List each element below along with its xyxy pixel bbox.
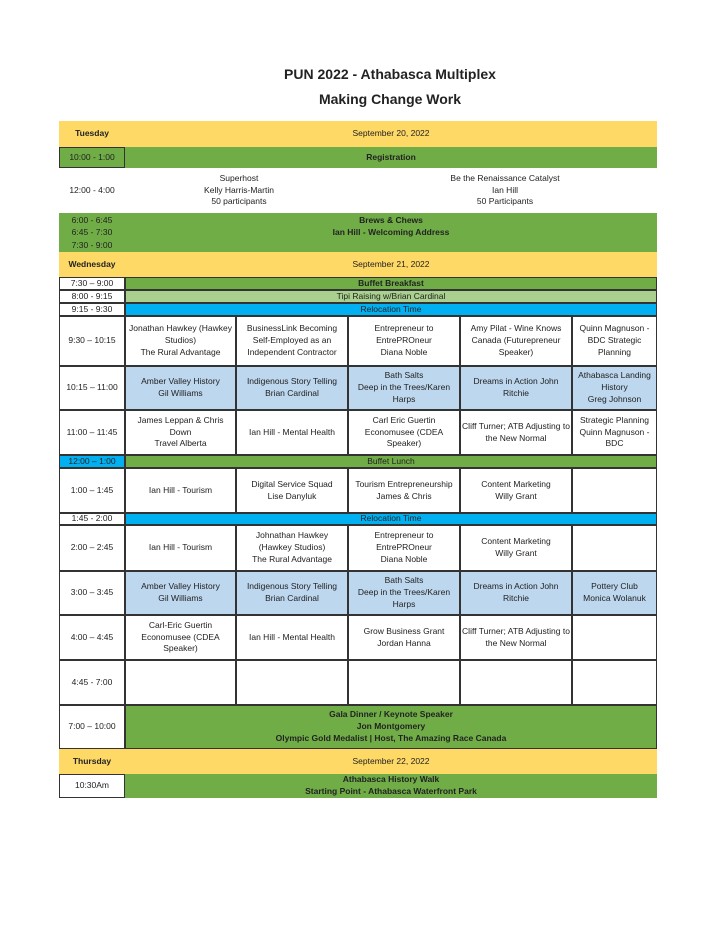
session-title: BusinessLink Becoming Self-Employed as an Independent Contractor xyxy=(246,323,338,357)
session-cell xyxy=(236,316,348,366)
session-cell xyxy=(460,316,572,366)
event-cell: Buffet Breakfast xyxy=(125,277,657,290)
date-label: September 20, 2022 xyxy=(125,121,657,147)
time-line: 7:30 - 9:00 xyxy=(71,239,113,250)
session-cell xyxy=(460,615,572,660)
session-title: Carl Eric Guertin Economusee (CDEA Speaker) xyxy=(364,414,444,449)
session-cell xyxy=(572,571,657,615)
session-cell xyxy=(125,571,236,615)
session-capacity: 50 Participants xyxy=(476,196,534,207)
event-cell: Buffet Lunch xyxy=(125,455,657,468)
time-cell: 9:30 – 10:15 xyxy=(59,316,125,366)
session-title: Amy Pilat - Wine Knows Canada (Futurepreneur Speaker) xyxy=(470,323,562,357)
session-cell xyxy=(460,366,572,410)
event-line: Starting Point - Athabasca Waterfront Park xyxy=(305,786,477,796)
session-presenter: Monica Wolanuk xyxy=(583,593,646,603)
event-cell: Relocation Time xyxy=(125,513,657,525)
session-title: Dreams in Action John Ritchie xyxy=(473,376,559,398)
session-cell xyxy=(460,660,572,705)
registration-row xyxy=(59,147,657,168)
session-row xyxy=(59,525,657,571)
session-title: Tourism Entrepreneurship xyxy=(355,478,453,489)
session-cell xyxy=(572,468,657,513)
session-cell xyxy=(460,571,572,615)
event-cell xyxy=(125,774,657,798)
session-title: Ian Hill - Mental Health xyxy=(249,426,335,437)
session-title: Strategic Planning xyxy=(580,414,649,425)
session-cell xyxy=(348,410,460,455)
time-cell: 11:00 – 11:45 xyxy=(59,410,125,455)
session-cell xyxy=(125,660,236,705)
day-label: Tuesday xyxy=(59,121,125,147)
session-title: Ian Hill - Mental Health xyxy=(249,631,335,642)
session-row xyxy=(59,660,657,705)
event-line: Athabasca History Walk xyxy=(342,774,440,785)
event-line: Olympic Gold Medalist | Host, The Amazing Race Canada xyxy=(275,732,507,743)
day-label: Thursday xyxy=(59,749,125,774)
session-cell xyxy=(236,660,348,705)
evening-row xyxy=(59,213,657,252)
session-title: Bath Salts xyxy=(384,575,424,586)
page-subtitle: Making Change Work xyxy=(318,91,462,107)
session-presenter: Lise Danyluk xyxy=(267,490,317,501)
time-cell: 9:15 - 9:30 xyxy=(59,303,125,316)
event-line: Jon Montgomery xyxy=(356,721,426,732)
session-cell xyxy=(348,525,460,571)
session-cell xyxy=(460,468,572,513)
session-title: Grow Business Grant xyxy=(363,625,445,636)
session-org: (Hawkey Studios) xyxy=(258,542,326,553)
session-title: Pottery Club xyxy=(591,581,638,592)
event-cell: Tipi Raising w/Brian Cardinal xyxy=(125,290,657,303)
time-line: 6:00 - 6:45 xyxy=(71,215,113,226)
session-title: Be the Renaissance Catalyst xyxy=(450,172,560,183)
time-cell xyxy=(59,213,125,252)
session-cell xyxy=(236,571,348,615)
session-title: Entrepreneur to EntrePROneur xyxy=(374,530,434,553)
session-cell xyxy=(125,410,236,455)
event-line: Brews & Chews xyxy=(359,215,423,225)
session-row xyxy=(59,615,657,660)
thursday-header-row xyxy=(59,749,657,774)
time-cell: 3:00 – 3:45 xyxy=(59,571,125,615)
session-cell xyxy=(348,571,460,615)
tipi-row xyxy=(59,290,657,303)
session-cell xyxy=(572,366,657,410)
page-title: PUN 2022 - Athabasca Multiplex xyxy=(284,66,496,82)
session-presenter: Greg Johnson xyxy=(587,393,642,404)
time-cell: 12:00 – 1:00 xyxy=(59,455,125,468)
event-cell: Registration xyxy=(125,147,657,168)
session-title: Indigenous Story Telling xyxy=(246,581,338,592)
relocation-row xyxy=(59,303,657,316)
session-title: Jonathan Hawkey (Hawkey Studios) xyxy=(129,323,232,346)
session-presenter: Gil Williams xyxy=(158,388,203,398)
session-row xyxy=(59,410,657,455)
session-title: Content Marketing xyxy=(481,478,551,489)
session-presenter: James & Chris xyxy=(376,490,432,501)
session-subtitle: The Rural Advantage xyxy=(140,346,221,357)
session-cell xyxy=(348,316,460,366)
session-cell xyxy=(125,468,236,513)
session-row xyxy=(59,571,657,615)
session-cell xyxy=(236,366,348,410)
session-cell xyxy=(236,468,348,513)
session-presenter: Deep in the Trees/Karen Harps xyxy=(357,382,451,404)
session-cell xyxy=(125,615,236,660)
session-presenter: Brian Cardinal xyxy=(265,593,319,603)
date-label: September 22, 2022 xyxy=(125,749,657,774)
session-presenter: Willy Grant xyxy=(495,548,537,558)
session-presenter: Brian Cardinal xyxy=(265,388,319,398)
time-cell: 10:30Am xyxy=(59,774,125,798)
session-cell xyxy=(236,410,348,455)
session-title: Entrepreneur to EntrePROneur xyxy=(374,323,434,346)
session-presenter: Kelly Harris-Martin xyxy=(204,184,274,195)
session-presenter: Johnathan Hawkey xyxy=(255,530,329,541)
session-presenter: Willy Grant xyxy=(495,490,537,501)
session-cell xyxy=(572,660,657,705)
session-cell xyxy=(348,660,460,705)
session-title: Ian Hill - Tourism xyxy=(148,542,213,553)
session-title: Cliff Turner; ATB Adjusting to the New Normal xyxy=(462,625,570,648)
session-cell xyxy=(236,525,348,571)
session-row xyxy=(59,316,657,366)
time-cell: 10:00 - 1:00 xyxy=(59,147,125,168)
session-cell xyxy=(236,615,348,660)
session-title: The Rural Advantage xyxy=(252,553,332,564)
session-presenter: Ian Hill xyxy=(492,184,518,195)
time-cell: 10:15 – 11:00 xyxy=(59,366,125,410)
lunch-row xyxy=(59,455,657,468)
time-cell: 4:00 – 4:45 xyxy=(59,615,125,660)
session-title: Content Marketing xyxy=(481,536,551,547)
session-cell xyxy=(572,410,657,455)
time-cell: 4:45 - 7:00 xyxy=(59,660,125,705)
time-cell: 8:00 - 9:15 xyxy=(59,290,125,303)
event-cell: Relocation Time xyxy=(125,303,657,316)
session-title: Superhost xyxy=(219,172,259,183)
session-title: Amber Valley History xyxy=(141,376,220,387)
tuesday-sessions-row xyxy=(59,168,657,213)
session-subtitle: Travel Alberta xyxy=(154,438,207,449)
time-cell: 7:00 – 10:00 xyxy=(59,705,125,749)
event-line: Ian Hill - Welcoming Address xyxy=(332,226,450,237)
time-cell: 7:30 – 9:00 xyxy=(59,277,125,290)
event-cell xyxy=(125,705,657,749)
session-cell xyxy=(348,366,460,410)
session-presenter: Diana Noble xyxy=(380,346,428,357)
session-cell xyxy=(125,366,236,410)
time-cell: 1:00 – 1:45 xyxy=(59,468,125,513)
session-title: Carl-Eric Guertin Economusee (CDEA Speaker) xyxy=(141,619,220,654)
session-title: Bath Salts xyxy=(384,370,424,381)
session-title: Ian Hill - Tourism xyxy=(148,484,213,495)
session-cell xyxy=(353,168,657,213)
session-cell xyxy=(460,525,572,571)
date-label: September 21, 2022 xyxy=(125,252,657,277)
session-capacity: 50 participants xyxy=(211,196,267,207)
gala-row xyxy=(59,705,657,749)
session-presenter: Deep in the Trees/Karen Harps xyxy=(357,587,451,609)
session-cell xyxy=(348,615,460,660)
session-title: Cliff Turner; ATB Adjusting to the New Normal xyxy=(462,420,570,443)
session-cell xyxy=(572,525,657,571)
tuesday-header-row xyxy=(59,121,657,147)
session-title: Digital Service Squad xyxy=(251,478,333,489)
session-cell xyxy=(125,525,236,571)
time-cell: 2:00 – 2:45 xyxy=(59,525,125,571)
wednesday-header-row xyxy=(59,252,657,277)
event-line: Gala Dinner / Keynote Speaker xyxy=(329,709,453,720)
session-title: Athabasca Landing History xyxy=(578,370,651,393)
session-presenter: Diana Noble xyxy=(380,553,428,564)
day-label: Wednesday xyxy=(59,252,125,277)
session-cell xyxy=(348,468,460,513)
session-presenter: Quinn Magnuson - BDC xyxy=(579,426,650,449)
session-row xyxy=(59,366,657,410)
session-cell xyxy=(572,615,657,660)
walk-row xyxy=(59,774,657,798)
session-row xyxy=(59,468,657,513)
session-title: Amber Valley History xyxy=(141,581,220,592)
session-presenter: Jordan Hanna xyxy=(377,637,431,648)
session-cell xyxy=(572,316,657,366)
session-title: Indigenous Story Telling xyxy=(246,376,338,387)
session-title: Dreams in Action John Ritchie xyxy=(473,581,559,603)
event-cell xyxy=(125,213,657,252)
session-presenter: Gil Williams xyxy=(158,593,203,603)
session-title: Quinn Magnuson - BDC Strategic Planning xyxy=(579,323,650,357)
breakfast-row xyxy=(59,277,657,290)
time-line: 6:45 - 7:30 xyxy=(71,227,113,238)
time-cell: 12:00 - 4:00 xyxy=(59,168,125,213)
session-title: James Leppan & Chris Down xyxy=(137,414,224,437)
relocation-row xyxy=(59,513,657,525)
session-cell xyxy=(125,168,353,213)
session-cell xyxy=(460,410,572,455)
session-cell xyxy=(125,316,236,366)
time-cell: 1:45 - 2:00 xyxy=(59,513,125,525)
